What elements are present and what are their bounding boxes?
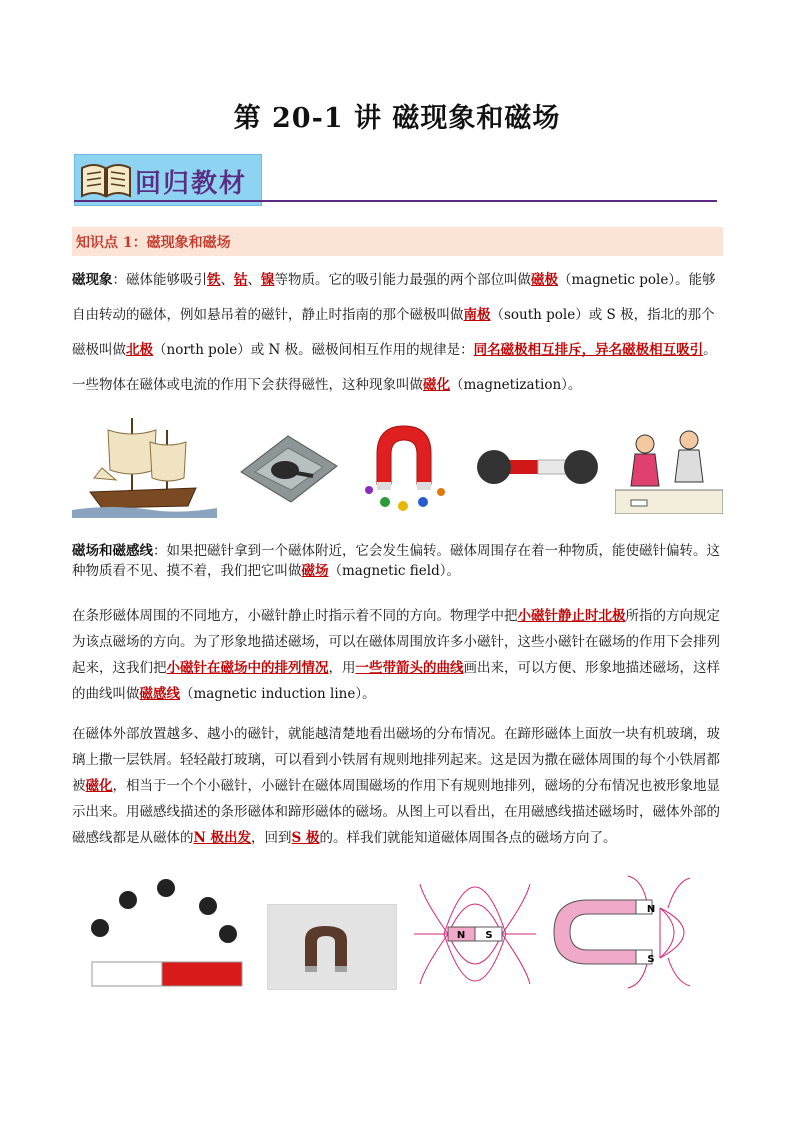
text: 、 <box>220 272 234 288</box>
text: ，回到 <box>251 830 292 846</box>
text: 画出来，可以方便、形象地描述磁场，这样的曲线叫做 <box>72 660 720 702</box>
sailing-ship-image <box>72 408 217 518</box>
horseshoe-magnet-toy-image <box>357 420 452 518</box>
text: （magnetic induction line）。 <box>180 686 376 702</box>
key-term: 镍 <box>261 272 275 288</box>
key-term: 铁 <box>207 272 221 288</box>
horseshoe-magnet-field-lines-diagram <box>548 874 696 990</box>
key-term: N 极出发 <box>193 830 252 846</box>
text: 在磁体外部放置越多、越小的磁针，就能越清楚地看出磁场的分布情况。在蹄形磁体上面放一块有机玻璃，玻璃上撒一层铁屑。轻轻敲打玻璃，可以看到小铁屑有规则地排列起来。这是因为撒在磁体周围的每个小铁屑都被 <box>72 726 720 794</box>
page-title: 第 20-1 讲 磁现象和磁场 <box>233 103 561 134</box>
section-banner-text: 回归教材 <box>135 169 248 199</box>
term-label: 磁场和磁感线 <box>72 543 153 559</box>
paragraph-field-direction <box>72 603 724 707</box>
text: ：如果把磁针拿到一个磁体附近，它会发生偏转。磁体周围存在着一种物质，能使磁针偏转。这种物质看不见、摸不着，我们把它叫做 <box>72 543 720 579</box>
bar-magnet-field-lines-diagram <box>414 880 536 988</box>
bar-magnet-iron-filings-image <box>474 440 600 495</box>
text: 在条形磁体周围的不同地方，小磁针静止时指示着不同的方向。物理学中把 <box>72 608 518 624</box>
text: （magnetic pole）。能够自由转动的磁体，例如悬吊着的磁针，静止时指南的那个磁极叫做 <box>72 272 716 323</box>
knowledge-point-header <box>72 227 723 256</box>
text: （north pole）或 N 极。磁极间相互作用的规律是： <box>153 342 474 358</box>
key-term: 磁化 <box>423 377 450 393</box>
key-term: 南极 <box>463 307 491 323</box>
key-term: S 极 <box>291 830 320 846</box>
text: （south pole）或 S 极，指北的那个磁极叫做 <box>72 307 715 358</box>
key-term: 小磁针静止时北极 <box>517 608 626 624</box>
knowledge-point-title: 知识点 1：磁现象和磁场 <box>76 235 231 251</box>
key-term: 小磁针在磁场中的排列情况 <box>166 660 329 676</box>
key-term: 磁极 <box>531 272 558 288</box>
key-term: 磁化 <box>85 778 113 794</box>
people-experiment-image <box>615 424 723 514</box>
north-pole-label: N <box>646 904 656 915</box>
term-label: 磁现象 <box>72 272 113 288</box>
text: ，用 <box>328 660 356 676</box>
text: （magnetic field）。 <box>328 563 460 579</box>
key-term: 同名磁极相互排斥，异名磁极相互吸引 <box>473 342 704 358</box>
north-pole-label: N <box>456 930 466 941</box>
open-book-icon <box>78 160 134 200</box>
text: ，相当于一个个小磁针，小磁针在磁体周围磁场的作用下有规则地排列，磁场的分布情况也被形象地显示出来。用磁感线描述的条形磁体和蹄形磁体的磁场。从图上可以看出，在用磁感线描述磁场时，磁体外部的磁感线都是从磁体的 <box>72 778 720 846</box>
paragraph-field-lines <box>72 721 724 851</box>
key-term: 钴 <box>234 272 248 288</box>
text: 等物质。它的吸引能力最强的两个部位叫做 <box>274 272 531 288</box>
paragraph-magnetic-phenomena <box>72 263 724 403</box>
text: 所指的方向规定为该点磁场的方向。为了形象地描述磁场，可以在磁体周围放许多小磁针，这些小磁针在磁场的作用下会排列起来，这我们把 <box>72 608 720 676</box>
text: 。一些物体在磁体或电流的作用下会获得磁性，这种现象叫做 <box>72 342 717 393</box>
key-term: 一些带箭头的曲线 <box>355 660 464 676</box>
paragraph-magnetic-field <box>72 541 724 581</box>
south-pole-label: S <box>485 930 493 941</box>
text: 的。样我们就能知道磁体周围各点的磁场方向了。 <box>319 830 617 846</box>
south-pole-label: S <box>647 954 655 965</box>
compass-spoon-image <box>233 430 343 505</box>
divider <box>74 200 717 202</box>
key-term: 磁场 <box>301 563 329 579</box>
text: （magnetization）。 <box>450 377 582 393</box>
section-banner <box>74 154 262 206</box>
text: ：磁体能够吸引 <box>112 272 207 288</box>
horseshoe-magnet-iron-filings-image <box>267 904 397 990</box>
key-term: 磁感线 <box>139 686 180 702</box>
key-term: 北极 <box>126 342 153 358</box>
compass-needles-bar-magnet-image <box>88 878 248 990</box>
text: 、 <box>247 272 261 288</box>
